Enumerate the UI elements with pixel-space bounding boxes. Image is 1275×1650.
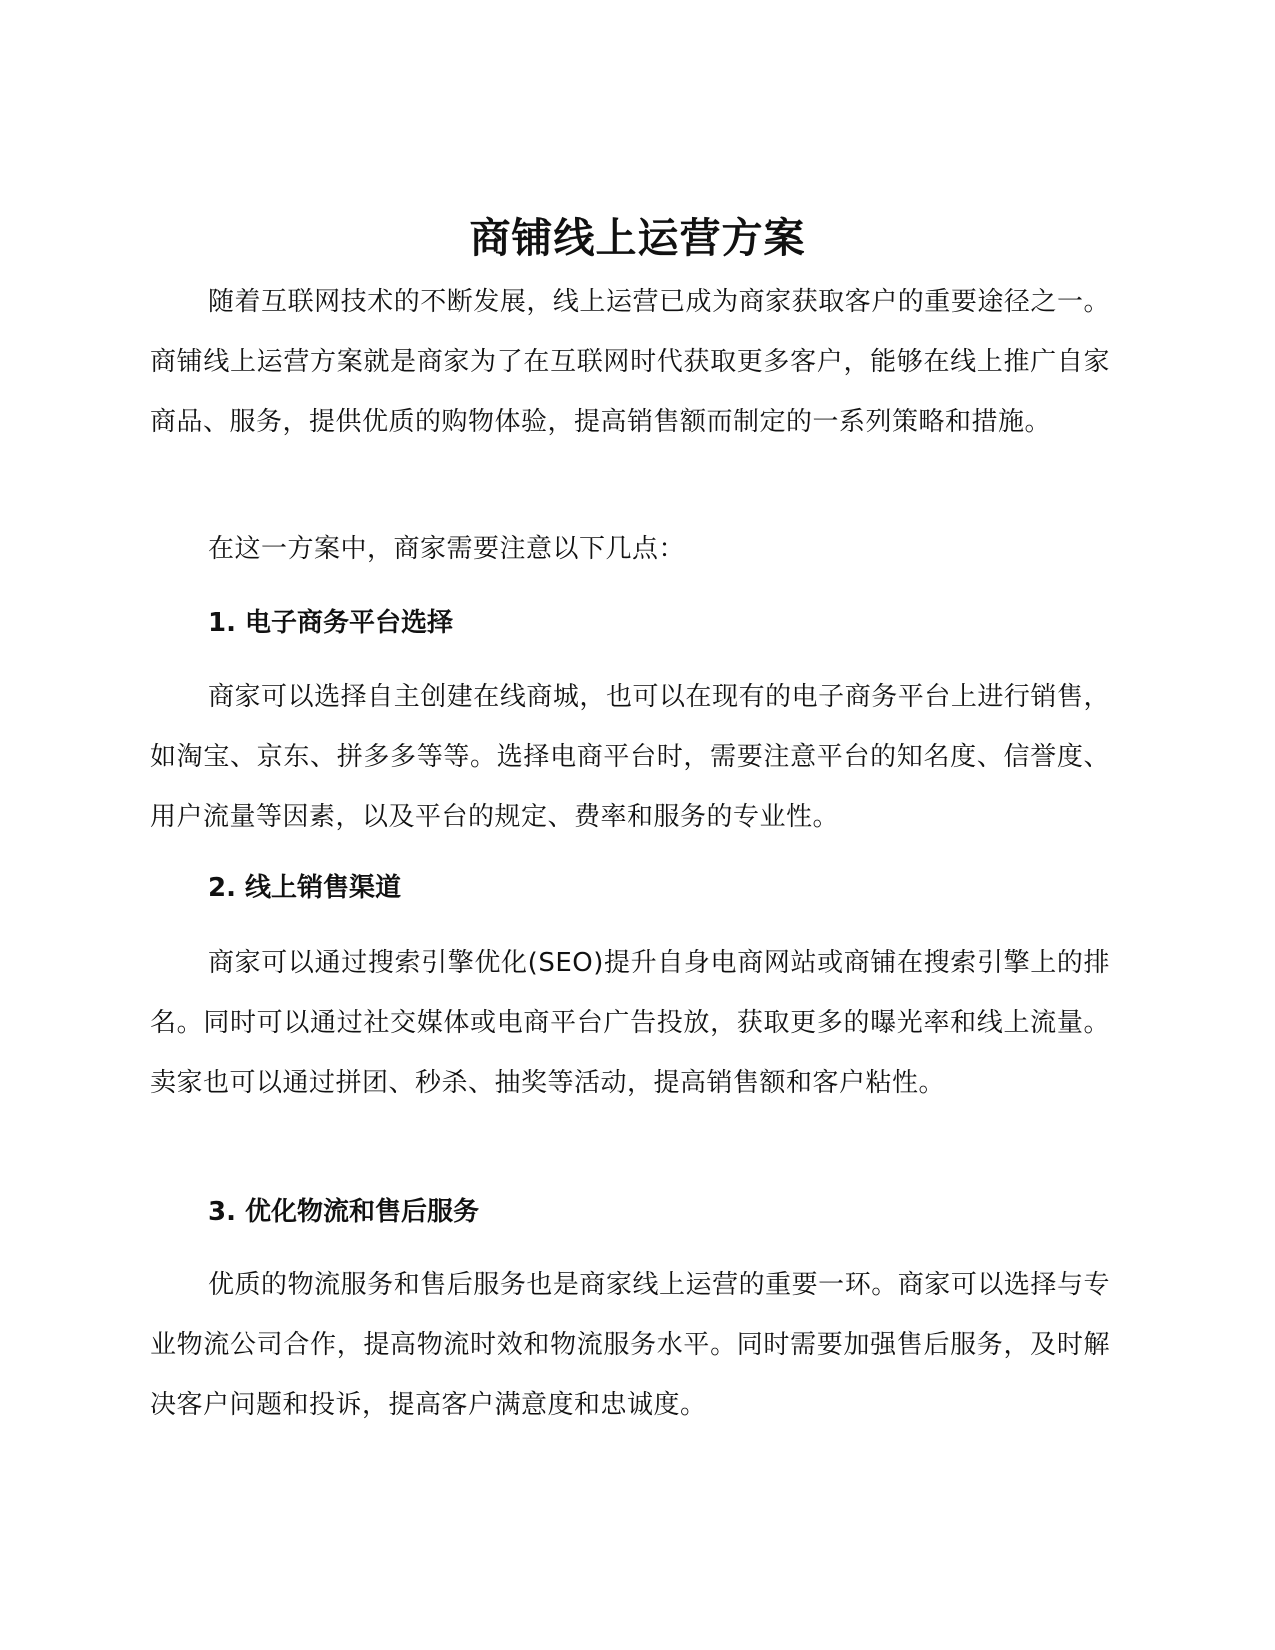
intro-paragraph: 随着互联网技术的不断发展，线上运营已成为商家获取客户的重要途径之一。商铺线上运营方案就是商家为了在互联网时代获取更多客户，能够在线上推广自家商品、服务，提供优质的购物体验，提高销售额而制定的一系列策略和措施。 xyxy=(150,287,1110,437)
section-1-heading-block xyxy=(150,603,1110,643)
section-heading: 1. 电子商务平台选择 xyxy=(208,608,454,638)
section-heading: 2. 线上销售渠道 xyxy=(208,873,402,903)
intro-block xyxy=(150,272,1110,452)
section-2-heading-block xyxy=(150,868,1110,908)
section-3-heading-block xyxy=(150,1192,1110,1232)
lead-in-paragraph: 在这一方案中，商家需要注意以下几点： xyxy=(208,534,686,564)
section-1-body-block xyxy=(150,667,1110,847)
section-2-body-block xyxy=(150,933,1110,1113)
section-body: 优质的物流服务和售后服务也是商家线上运营的重要一环。商家可以选择与专业物流公司合作，提高物流时效和物流服务水平。同时需要加强售后服务，及时解决客户问题和投诉，提高客户满意度和忠诚度。 xyxy=(150,1270,1110,1420)
lead-in-block xyxy=(150,519,1110,579)
section-body: 商家可以通过搜索引擎优化(SEO)提升自身电商网站或商铺在搜索引擎上的排名。同时可以通过社交媒体或电商平台广告投放，获取更多的曝光率和线上流量。卖家也可以通过拼团、秒杀、抽奖等活动，提高销售额和客户粘性。 xyxy=(150,948,1110,1098)
section-body: 商家可以选择自主创建在线商城，也可以在现有的电子商务平台上进行销售，如淘宝、京东、拼多多等等。选择电商平台时，需要注意平台的知名度、信誉度、用户流量等因素，以及平台的规定、费率和服务的专业性。 xyxy=(150,682,1110,832)
document-title: 商铺线上运营方案 xyxy=(469,214,806,262)
section-heading: 3. 优化物流和售后服务 xyxy=(208,1197,480,1227)
section-3-body-block xyxy=(150,1255,1110,1435)
